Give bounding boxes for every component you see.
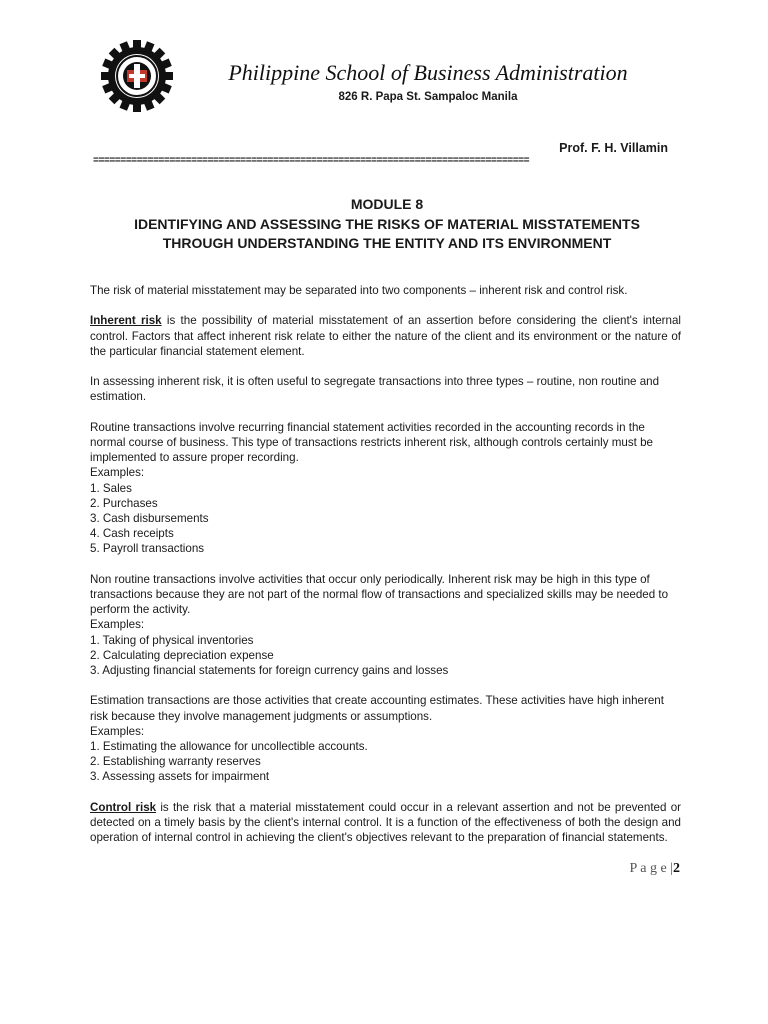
module-title-line-2: THROUGH UNDERSTANDING THE ENTITY AND ITS ENVIRONMENT bbox=[162, 235, 612, 251]
control-risk-definition: is the risk that a material misstatement could occur in a relevant assertion and not be prevented or detected on a timely basis by the client's internal control. It is a function of the effectiveness of both the design and operation of internal control in achieving the client's objectives relevant to the preparation of financial statements. bbox=[90, 800, 681, 845]
inherent-risk-term: Inherent risk bbox=[90, 314, 162, 328]
estimation-paragraph: Estimation transactions are those activities that create accounting estimates. These activities have high inherent risk because they involve management judgments or assumptions. bbox=[90, 694, 664, 723]
inherent-risk-definition: is the possibility of material misstatement of an assertion before considering the client's internal control. Factors that affect inherent risk relate to either the nature of the client and its environment or the nature of the particular financial statement element. bbox=[90, 314, 681, 358]
control-risk-term: Control risk bbox=[90, 800, 157, 814]
list-item: 3. Cash disbursements bbox=[90, 512, 209, 525]
module-title-line-1: IDENTIFYING AND ASSESSING THE RISKS OF MATERIAL MISSTATEMENTS bbox=[134, 215, 640, 232]
estimation-examples-list bbox=[90, 739, 681, 785]
list-item: 5. Payroll transactions bbox=[90, 542, 205, 556]
module-number: MODULE 8 bbox=[350, 196, 424, 212]
page-number: 2 bbox=[673, 861, 680, 876]
list-item: 1. Taking of physical inventories bbox=[90, 633, 254, 647]
professor-name: Prof. F. H. Villamin bbox=[559, 141, 668, 155]
routine-paragraph: Routine transactions involve recurring financial statement activities recorded in the accounting records in the normal course of business. This type of transactions restricts inherent risk, although controls certainly must be implemented to assure proper recording. bbox=[90, 420, 653, 465]
inherent-risk-paragraph bbox=[90, 313, 681, 359]
nonroutine-paragraph: Non routine transactions involve activities that occur only periodically. Inherent risk may be high in this type of transactions because they are not part of the normal flow of transactions and specialized skills may be needed to perform the activity. bbox=[90, 572, 669, 617]
nonroutine-examples-list bbox=[90, 633, 681, 679]
list-item: 1. Estimating the allowance for uncollectible accounts. bbox=[90, 740, 368, 754]
routine-examples-label: Examples: bbox=[90, 466, 145, 480]
list-item: 1. Sales bbox=[90, 481, 132, 495]
page-footer bbox=[630, 861, 681, 877]
estimation-examples-label: Examples: bbox=[90, 724, 145, 738]
school-name: Philippine School of Business Administration bbox=[228, 60, 628, 85]
nonroutine-examples-label: Examples: bbox=[90, 618, 145, 632]
assessing-paragraph: In assessing inherent risk, it is often useful to segregate transactions into three types – routine, non routine and estimation. bbox=[90, 375, 660, 404]
control-risk-paragraph bbox=[90, 800, 681, 846]
page-label: P a g e | bbox=[629, 861, 673, 876]
list-item: 2. Calculating depreciation expense bbox=[90, 648, 274, 662]
header-divider: ================================================================================ bbox=[93, 156, 530, 167]
intro-paragraph: The risk of material misstatement may be separated into two components – inherent risk and control risk. bbox=[90, 284, 628, 297]
list-item: 3. Assessing assets for impairment bbox=[90, 770, 270, 784]
list-item: 3. Adjusting financial statements for foreign currency gains and losses bbox=[90, 664, 449, 678]
list-item: 4. Cash receipts bbox=[90, 527, 174, 541]
routine-examples-list bbox=[90, 481, 681, 557]
module-title bbox=[90, 195, 684, 254]
list-item: 2. Purchases bbox=[90, 496, 158, 510]
list-item: 2. Establishing warranty reserves bbox=[90, 755, 261, 769]
school-address: 826 R. Papa St. Sampaloc Manila bbox=[338, 91, 518, 103]
module-body bbox=[90, 283, 681, 861]
